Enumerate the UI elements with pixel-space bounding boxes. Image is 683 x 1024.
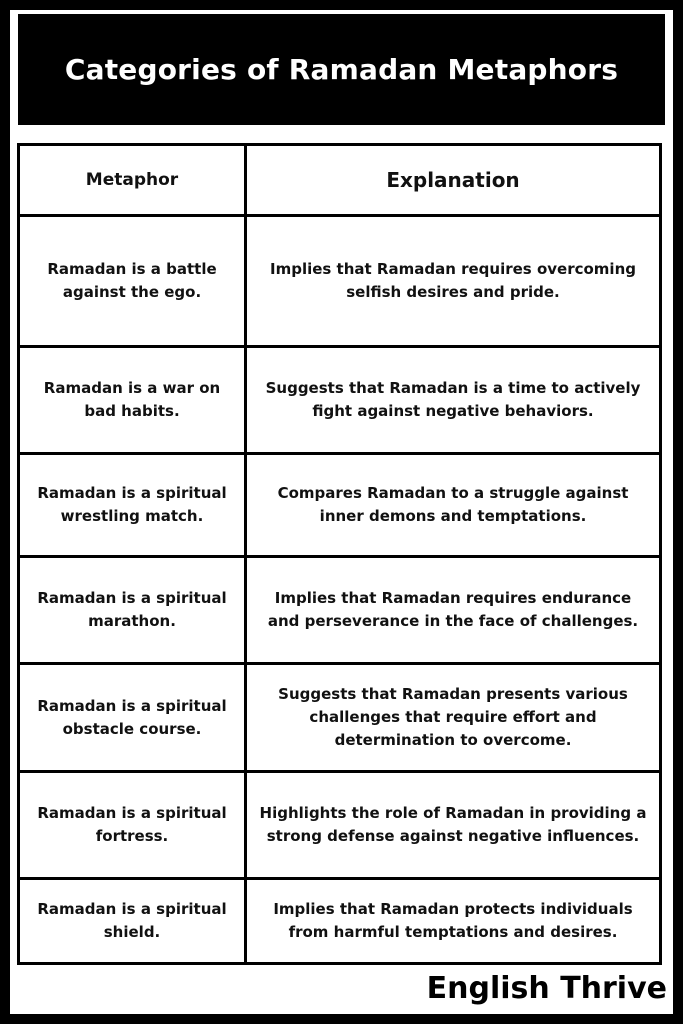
title-bar (18, 14, 665, 125)
metaphor-cell: Ramadan is a battle against the ego. (19, 216, 246, 347)
infographic-frame (10, 10, 673, 1014)
explanation-cell: Suggests that Ramadan is a time to actively fight against negative behaviors. (246, 347, 661, 454)
explanation-cell: Compares Ramadan to a struggle against inner demons and temptations. (246, 454, 661, 557)
table-row (19, 664, 661, 772)
table-row (19, 216, 661, 347)
table-row (19, 347, 661, 454)
table-row (19, 454, 661, 557)
metaphor-cell: Ramadan is a spiritual wrestling match. (19, 454, 246, 557)
metaphor-cell: Ramadan is a spiritual obstacle course. (19, 664, 246, 772)
explanation-cell: Suggests that Ramadan presents various challenges that require effort and determination to overcome. (246, 664, 661, 772)
metaphor-cell: Ramadan is a spiritual fortress. (19, 772, 246, 879)
header-metaphor: Metaphor (19, 145, 246, 216)
brand-label: English Thrive (426, 971, 667, 1006)
page-title: Categories of Ramadan Metaphors (64, 53, 619, 86)
metaphor-cell: Ramadan is a war on bad habits. (19, 347, 246, 454)
explanation-cell: Implies that Ramadan protects individuals from harmful temptations and desires. (246, 879, 661, 964)
table-row (19, 557, 661, 664)
header-explanation: Explanation (246, 145, 661, 216)
table-row (19, 879, 661, 964)
metaphor-cell: Ramadan is a spiritual marathon. (19, 557, 246, 664)
metaphor-cell: Ramadan is a spiritual shield. (19, 879, 246, 964)
table-header-row (19, 145, 661, 216)
table-row (19, 772, 661, 879)
explanation-cell: Highlights the role of Ramadan in providing a strong defense against negative influences. (246, 772, 661, 879)
metaphor-table (17, 143, 662, 965)
explanation-cell: Implies that Ramadan requires endurance and perseverance in the face of challenges. (246, 557, 661, 664)
explanation-cell: Implies that Ramadan requires overcoming selfish desires and pride. (246, 216, 661, 347)
